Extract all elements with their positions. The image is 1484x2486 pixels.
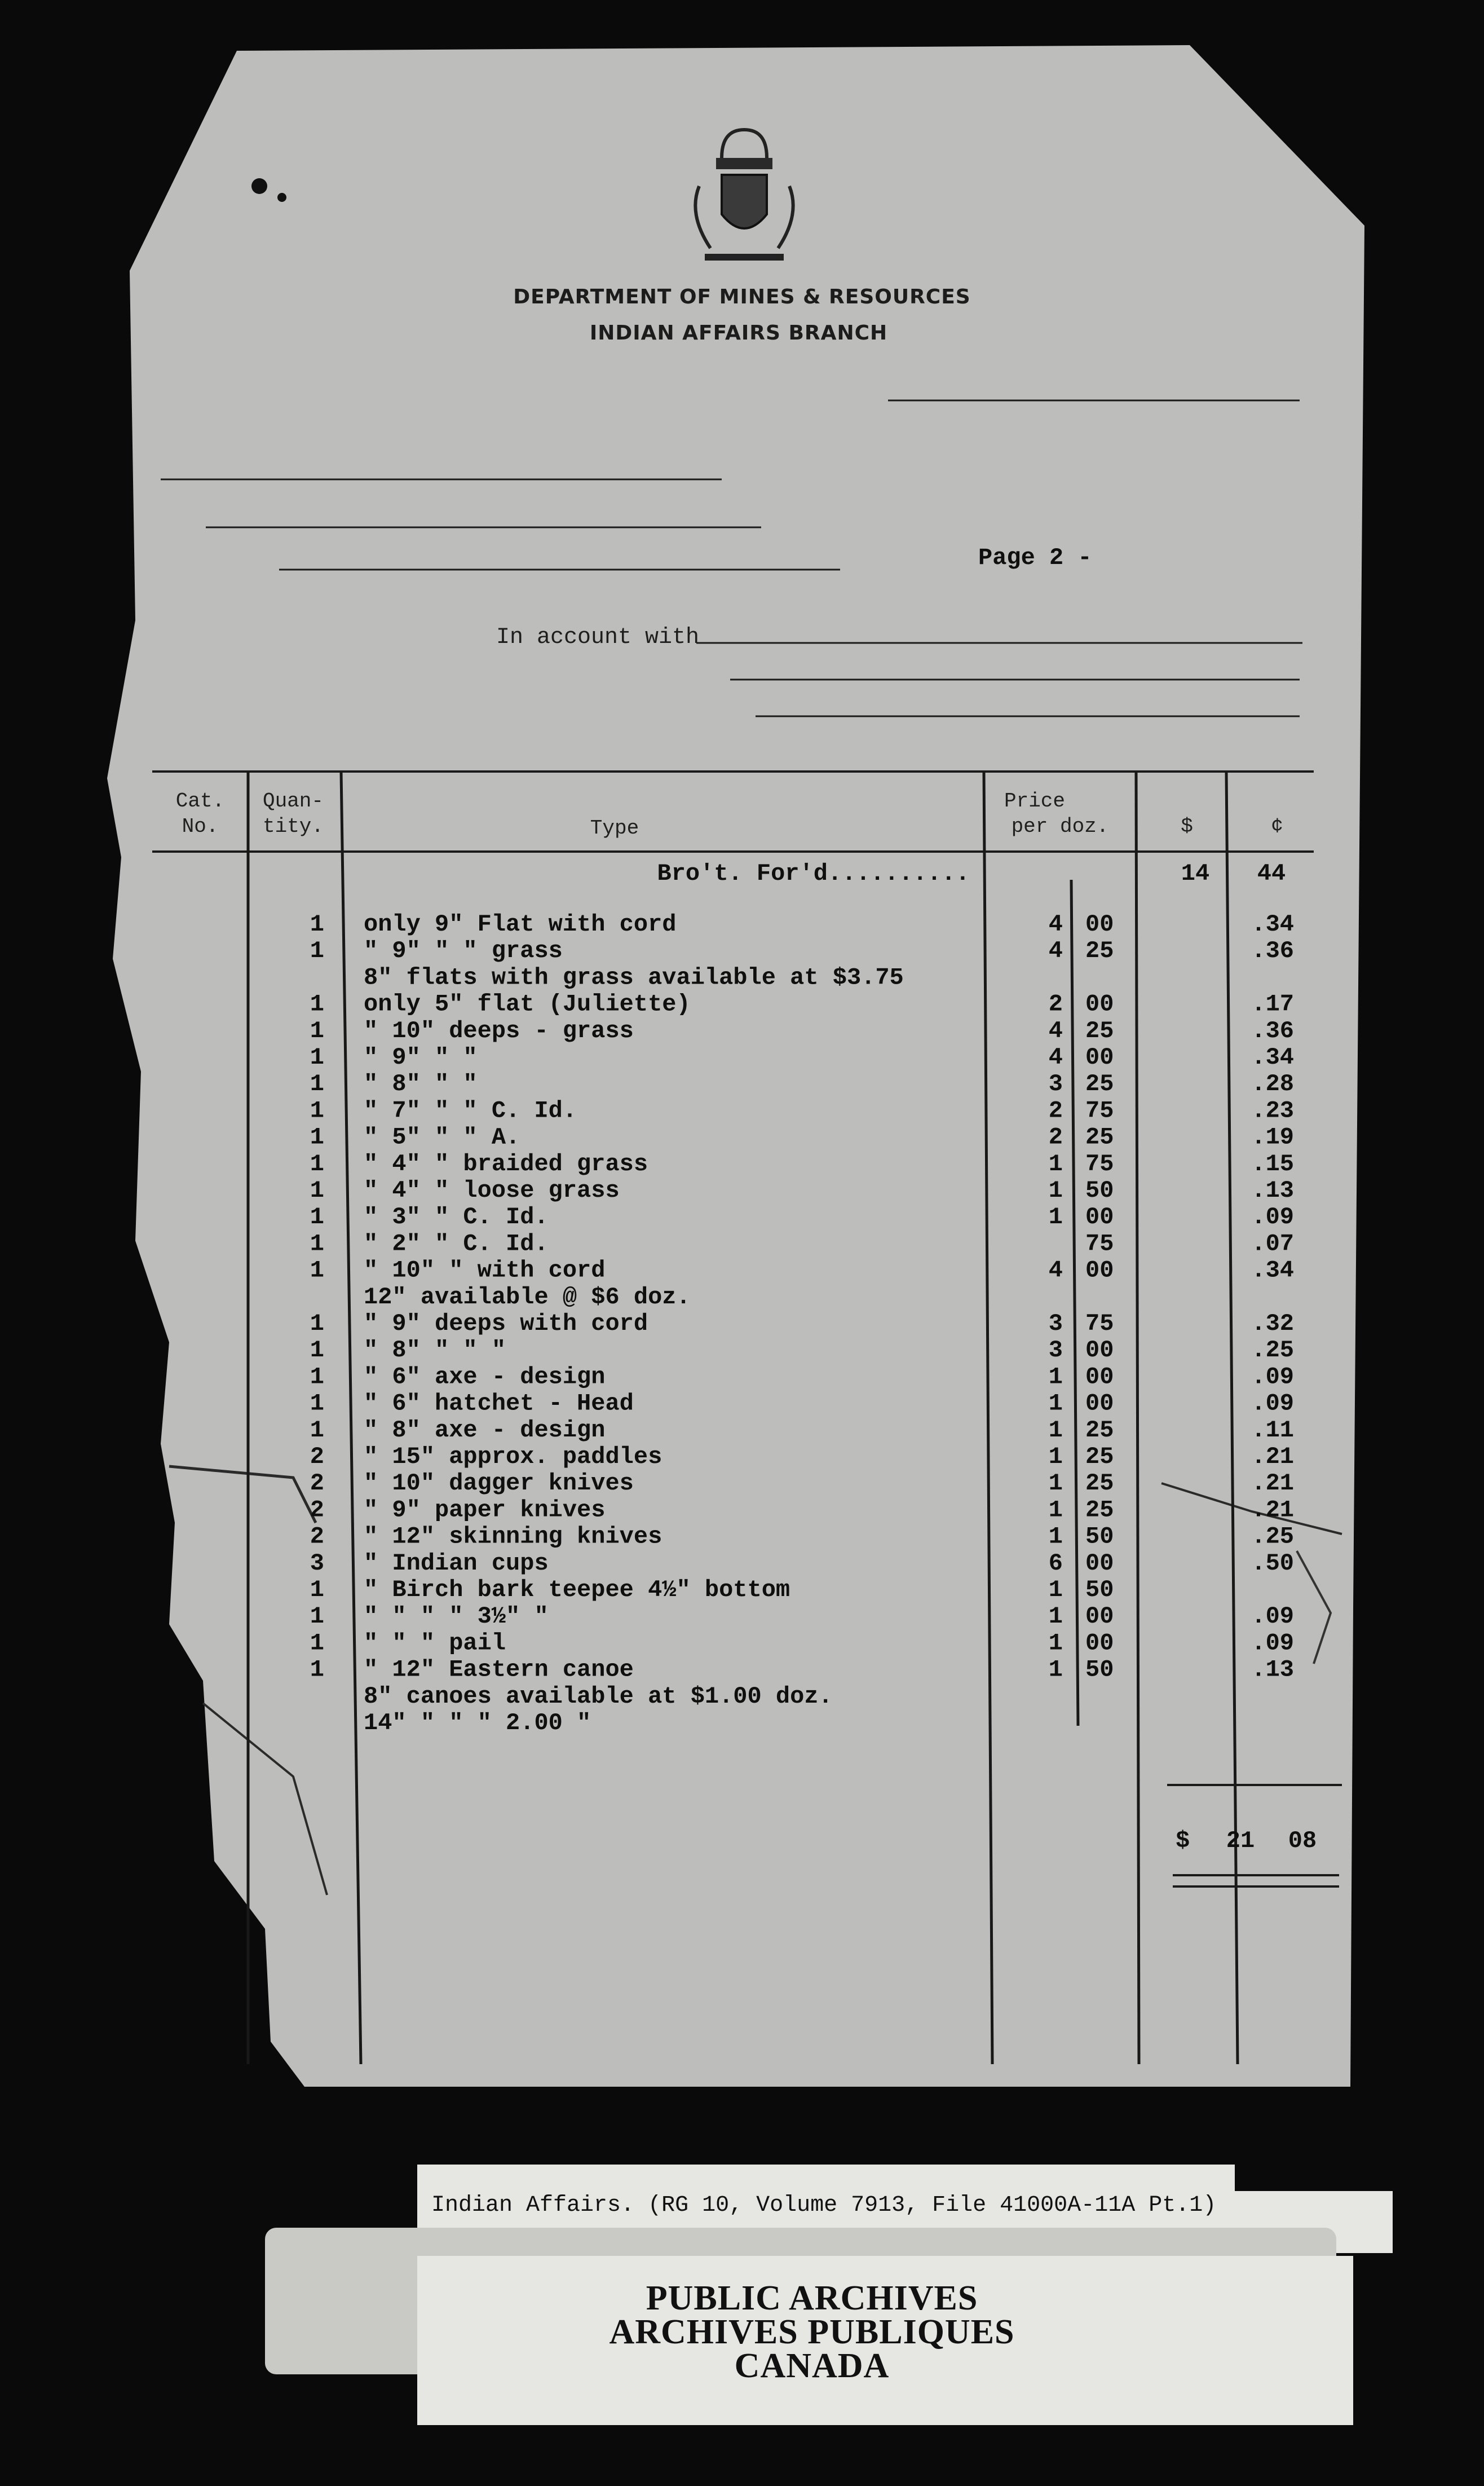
row-price-dollars: 1 <box>1048 1496 1063 1524</box>
row-type: " 12" Eastern canoe <box>364 1656 634 1683</box>
row-price-dollars: 4 <box>1048 1017 1063 1044</box>
ink-blot <box>251 178 267 194</box>
row-type: " 10" deeps - grass <box>364 1017 634 1044</box>
row-amount: .23 <box>1251 1097 1294 1125</box>
row-price-cents: 25 <box>1085 1496 1114 1524</box>
stamp-line-public-archives: PUBLIC ARCHIVES <box>646 2279 978 2317</box>
brought-forward-dollars: 14 <box>1181 860 1210 887</box>
row-type: " 5" " " A. <box>364 1123 520 1151</box>
row-quantity: 2 <box>310 1470 324 1497</box>
row-type: only 5" flat (Juliette) <box>364 990 691 1018</box>
row-type: " Birch bark teepee 4½" bottom <box>364 1576 790 1603</box>
brought-forward-label: Bro't. For'd.......... <box>657 860 970 887</box>
row-type: " 3" " C. Id. <box>364 1204 549 1231</box>
row-amount: .11 <box>1251 1416 1294 1444</box>
row-price-dollars: 3 <box>1048 1310 1063 1337</box>
row-quantity: 1 <box>310 1310 324 1337</box>
row-price-dollars: 1 <box>1048 1576 1063 1603</box>
row-type: " Indian cups <box>364 1549 549 1577</box>
row-quantity: 1 <box>310 1123 324 1151</box>
row-quantity: 1 <box>310 1204 324 1231</box>
row-type: " 12" skinning knives <box>364 1523 662 1550</box>
row-price-dollars: 1 <box>1048 1443 1063 1470</box>
row-price-cents: 50 <box>1085 1523 1114 1550</box>
col-header-price-1: Price <box>1004 790 1066 813</box>
row-amount: .09 <box>1251 1363 1294 1391</box>
col-header-qty-1: Quan- <box>262 790 324 813</box>
row-price-cents: 50 <box>1085 1177 1114 1204</box>
row-quantity: 1 <box>310 1044 324 1071</box>
row-type: " 8" " " " <box>364 1337 506 1364</box>
col-header-type: Type <box>590 817 639 840</box>
row-price-dollars: 1 <box>1048 1629 1063 1657</box>
row-amount: .19 <box>1251 1123 1294 1151</box>
row-type: " 6" axe - design <box>364 1363 606 1391</box>
total-cents: 08 <box>1288 1827 1317 1854</box>
row-price-dollars: 1 <box>1048 1603 1063 1630</box>
row-type: 8" flats with grass available at $3.75 <box>364 964 904 991</box>
row-quantity: 1 <box>310 937 324 965</box>
row-quantity: 1 <box>310 1416 324 1444</box>
row-type: " 4" " braided grass <box>364 1150 648 1178</box>
row-price-cents: 50 <box>1085 1656 1114 1683</box>
row-type: 14" " " " 2.00 " <box>364 1709 591 1736</box>
stamp-line-canada: CANADA <box>734 2347 890 2385</box>
row-quantity: 2 <box>310 1443 324 1470</box>
row-type: 8" canoes available at $1.00 doz. <box>364 1682 833 1710</box>
row-amount: .34 <box>1251 911 1294 938</box>
row-price-cents: 25 <box>1085 937 1114 965</box>
row-price-dollars: 1 <box>1048 1470 1063 1497</box>
row-quantity: 1 <box>310 1390 324 1417</box>
row-type: " " " pail <box>364 1629 506 1657</box>
row-amount: .13 <box>1251 1177 1294 1204</box>
row-price-cents: 25 <box>1085 1070 1114 1098</box>
row-quantity: 2 <box>310 1523 324 1550</box>
row-price-dollars: 4 <box>1048 1257 1063 1284</box>
row-price-dollars: 3 <box>1048 1070 1063 1098</box>
row-quantity: 1 <box>310 1097 324 1125</box>
account-label: In account with <box>496 625 700 650</box>
table-row <box>364 1284 691 1311</box>
row-price-cents: 50 <box>1085 1576 1114 1603</box>
table-row <box>364 964 904 991</box>
row-type: " 9" paper knives <box>364 1496 606 1524</box>
row-price-cents: 75 <box>1085 1310 1114 1337</box>
row-amount: .36 <box>1251 1017 1294 1044</box>
row-price-cents: 75 <box>1085 1150 1114 1178</box>
row-type: " 9" " " <box>364 1044 478 1071</box>
row-price-dollars: 1 <box>1048 1416 1063 1444</box>
row-price-dollars: 4 <box>1048 1044 1063 1071</box>
row-price-cents: 00 <box>1085 1337 1114 1364</box>
row-price-dollars: 4 <box>1048 911 1063 938</box>
row-amount: .21 <box>1251 1470 1294 1497</box>
row-quantity: 2 <box>310 1496 324 1524</box>
letterhead-department: DEPARTMENT OF MINES & RESOURCES <box>513 285 971 308</box>
row-type: " 8" axe - design <box>364 1416 606 1444</box>
row-type: " 10" " with cord <box>364 1257 606 1284</box>
row-price-cents: 00 <box>1085 1257 1114 1284</box>
table-row <box>364 1683 833 1710</box>
row-quantity: 1 <box>310 1629 324 1657</box>
row-amount: .25 <box>1251 1523 1294 1550</box>
row-amount: .09 <box>1251 1390 1294 1417</box>
row-quantity: 1 <box>310 1337 324 1364</box>
letterhead-branch: INDIAN AFFAIRS BRANCH <box>589 321 888 345</box>
row-quantity: 1 <box>310 1017 324 1044</box>
row-type: " 6" hatchet - Head <box>364 1390 634 1417</box>
row-amount: .50 <box>1251 1549 1294 1577</box>
col-header-cat-1: Cat. <box>175 790 225 813</box>
row-price-cents: 00 <box>1085 1363 1114 1391</box>
stamp-line-archives-publiques: ARCHIVES PUBLIQUES <box>609 2313 1015 2351</box>
row-price-cents: 00 <box>1085 1204 1114 1231</box>
row-price-cents: 00 <box>1085 1603 1114 1630</box>
row-quantity: 1 <box>310 1230 324 1258</box>
row-amount: .34 <box>1251 1044 1294 1071</box>
row-amount: .21 <box>1251 1443 1294 1470</box>
row-amount: .13 <box>1251 1656 1294 1683</box>
row-price-cents: 75 <box>1085 1097 1114 1125</box>
row-quantity: 1 <box>310 1576 324 1603</box>
row-quantity: 1 <box>310 990 324 1018</box>
row-price-cents: 25 <box>1085 1416 1114 1444</box>
row-type: only 9" Flat with cord <box>364 911 677 938</box>
row-price-cents: 00 <box>1085 1044 1114 1071</box>
row-price-dollars: 4 <box>1048 937 1063 965</box>
row-amount: .21 <box>1251 1496 1294 1524</box>
row-type: " 10" dagger knives <box>364 1470 634 1497</box>
row-quantity: 3 <box>310 1549 324 1577</box>
row-price-dollars: 2 <box>1048 990 1063 1018</box>
col-header-cents: ¢ <box>1271 815 1283 838</box>
row-price-cents: 25 <box>1085 1017 1114 1044</box>
row-price-dollars: 1 <box>1048 1177 1063 1204</box>
row-price-dollars: 1 <box>1048 1363 1063 1391</box>
row-price-cents: 25 <box>1085 1443 1114 1470</box>
row-quantity: 1 <box>310 1150 324 1178</box>
row-price-dollars: 1 <box>1048 1150 1063 1178</box>
row-amount: .07 <box>1251 1230 1294 1258</box>
col-header-qty-2: tity. <box>262 815 324 838</box>
row-type: 12" available @ $6 doz. <box>364 1283 691 1311</box>
row-price-dollars: 1 <box>1048 1523 1063 1550</box>
row-price-cents: 00 <box>1085 990 1114 1018</box>
row-type: " 4" " loose grass <box>364 1177 620 1204</box>
col-header-price-2: per doz. <box>1011 815 1109 838</box>
row-type: " 8" " " <box>364 1070 478 1098</box>
row-quantity: 1 <box>310 1257 324 1284</box>
row-amount: .09 <box>1251 1603 1294 1630</box>
ink-blot <box>277 193 286 202</box>
archive-reference: Indian Affairs. (RG 10, Volume 7913, File 41000A-11A Pt.1) <box>431 2193 1217 2218</box>
col-header-cat-2: No. <box>182 815 219 838</box>
row-price-cents: 00 <box>1085 911 1114 938</box>
row-amount: .28 <box>1251 1070 1294 1098</box>
total-currency: $ <box>1176 1827 1190 1854</box>
row-price-cents: 00 <box>1085 1549 1114 1577</box>
row-price-dollars: 6 <box>1048 1549 1063 1577</box>
row-quantity: 1 <box>310 1177 324 1204</box>
row-price-dollars: 2 <box>1048 1123 1063 1151</box>
row-price-cents: 25 <box>1085 1470 1114 1497</box>
brought-forward-cents: 44 <box>1257 860 1286 887</box>
row-amount: .09 <box>1251 1629 1294 1657</box>
row-type: " 9" " " grass <box>364 937 563 965</box>
row-type: " 7" " " C. Id. <box>364 1097 577 1125</box>
row-price-cents: 00 <box>1085 1629 1114 1657</box>
row-amount: .32 <box>1251 1310 1294 1337</box>
row-amount: .17 <box>1251 990 1294 1018</box>
row-price-cents: 00 <box>1085 1390 1114 1417</box>
row-type: " 2" " C. Id. <box>364 1230 549 1258</box>
row-price-dollars: 2 <box>1048 1097 1063 1125</box>
row-type: " 9" deeps with cord <box>364 1310 648 1337</box>
row-quantity: 1 <box>310 1363 324 1391</box>
paper-sheet <box>107 45 1364 2087</box>
row-type: " 15" approx. paddles <box>364 1443 662 1470</box>
total-dollars: 21 <box>1226 1827 1255 1854</box>
row-price-dollars: 1 <box>1048 1656 1063 1683</box>
row-price-dollars: 3 <box>1048 1337 1063 1364</box>
row-amount: .25 <box>1251 1337 1294 1364</box>
col-header-dollars: $ <box>1181 815 1193 838</box>
row-quantity: 1 <box>310 911 324 938</box>
row-quantity: 1 <box>310 1070 324 1098</box>
table-row <box>364 1709 591 1736</box>
row-quantity: 1 <box>310 1603 324 1630</box>
row-price-dollars: 1 <box>1048 1204 1063 1231</box>
row-quantity: 1 <box>310 1656 324 1683</box>
row-amount: .36 <box>1251 937 1294 965</box>
row-amount: .15 <box>1251 1150 1294 1178</box>
row-price-dollars: 1 <box>1048 1390 1063 1417</box>
page-label: Page 2 - <box>978 544 1092 571</box>
row-price-cents: 75 <box>1085 1230 1114 1258</box>
row-amount: .34 <box>1251 1257 1294 1284</box>
row-type: " " " " 3½" " <box>364 1603 549 1630</box>
row-price-cents: 25 <box>1085 1123 1114 1151</box>
row-amount: .09 <box>1251 1204 1294 1231</box>
